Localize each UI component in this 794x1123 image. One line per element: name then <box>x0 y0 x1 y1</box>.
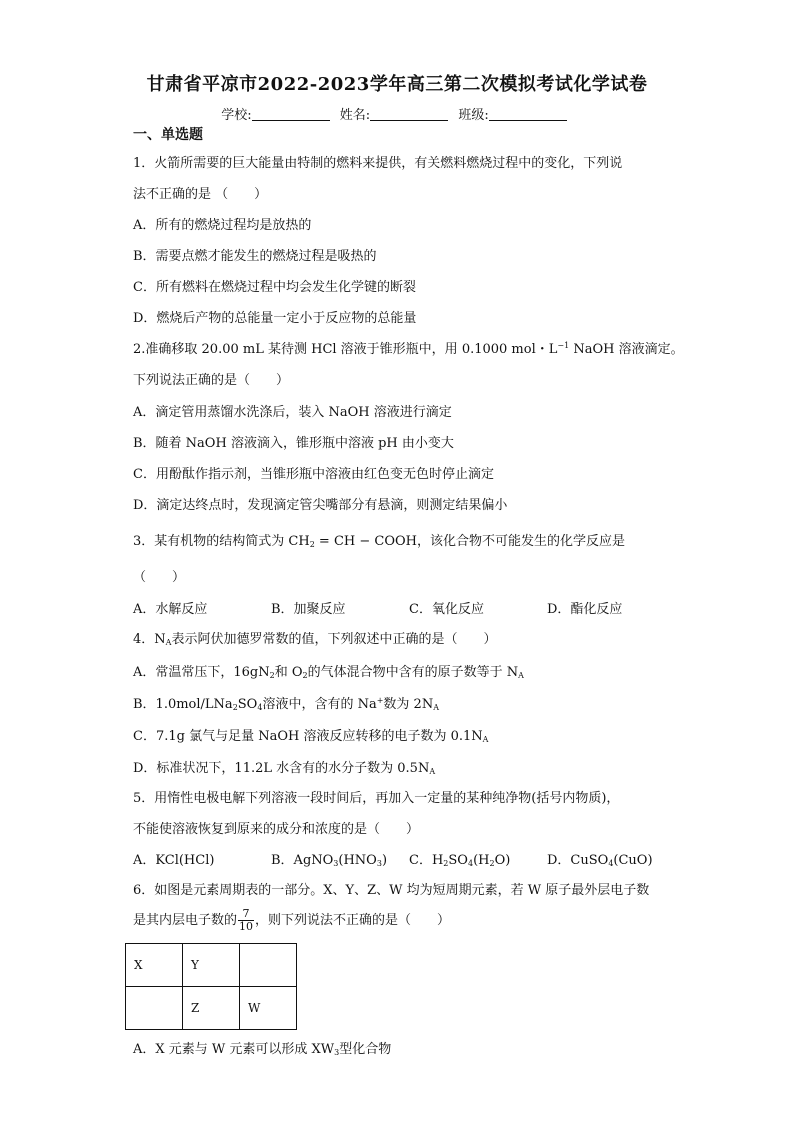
q5-option-b <box>271 849 409 868</box>
table-cell: W <box>240 987 297 1030</box>
q4-b-sup: + <box>376 696 384 705</box>
q5-d-sub: 4 <box>608 859 614 868</box>
q4-a-text: A．常温常压下，16gN <box>133 665 270 680</box>
q3-option-c: C．氧化反应 <box>409 602 484 617</box>
q6-fraction-denominator: 10 <box>239 920 254 933</box>
q4-b-text2: SO <box>237 697 258 712</box>
periodic-table-fragment <box>125 943 297 1030</box>
q5-b-text2: (HNO <box>338 853 377 868</box>
q4-a-sub3: A <box>518 671 524 680</box>
name-label: 姓名: <box>339 108 371 123</box>
q3-option-d: D．酯化反应 <box>547 602 623 617</box>
name-blank <box>370 108 448 121</box>
exam-title: 甘肃省平凉市2022-2023学年高三第二次模拟考试化学试卷 <box>146 74 648 95</box>
q4-b-text3: 溶液中，含有的 Na <box>262 697 377 712</box>
q3-stem-text-end: = CH − COOH，该化合物不可能发生的化学反应是 <box>314 534 625 549</box>
q5-options <box>133 849 693 868</box>
q4-stem-text-end: 表示阿伏加德罗常数的值，下列叙述中正确的是（ ） <box>171 632 497 647</box>
q6-stem-line1: 6．如图是元素周期表的一部分。X、Y、Z、W 均为短周期元素，若 W 原子最外层电子数 <box>133 883 650 898</box>
q5-b-sub2: 3 <box>376 859 382 868</box>
q3-options <box>133 598 693 617</box>
q4-a-sub1: 2 <box>269 671 275 680</box>
q4-c-sub: A <box>482 735 489 744</box>
q5-c-sub2: 4 <box>467 859 474 868</box>
q4-a-text2: 和 O <box>274 665 303 680</box>
q6-a-text: A．X 元素与 W 元素可以形成 XW <box>133 1042 335 1057</box>
q4-option-c <box>133 725 488 744</box>
table-cell: Z <box>183 987 240 1030</box>
q5-stem-line1: 5．用惰性电极电解下列溶液一段时间后，再加入一定量的某种纯净物(括号内物质)， <box>133 791 620 806</box>
q5-c-sub1: 2 <box>443 859 449 868</box>
table-cell: X <box>126 944 183 987</box>
q4-stem <box>133 628 496 647</box>
q2-unit-exponent: −1 <box>557 341 570 350</box>
q2-stem-text: 2.准确移取 20.00 mL 某待测 HCl 溶液于锥形瓶中，用 0.1000 mol・L <box>133 342 558 357</box>
table-cell <box>126 987 183 1030</box>
q4-b-text4: 数为 2N <box>383 697 434 712</box>
q4-b-sub2: 4 <box>257 703 263 712</box>
q3-stem-line2: （ ） <box>133 570 186 585</box>
q5-b-text3: ) <box>381 853 388 868</box>
q4-b-text: B．1.0mol/LNa <box>133 697 233 712</box>
q6-stem-text-end: ，则下列说法不正确的是（ ） <box>255 913 451 928</box>
q6-fraction-numerator: 7 <box>238 908 254 921</box>
q4-b-sub3: A <box>433 703 439 712</box>
q5-option-d <box>547 849 685 868</box>
q2-option-b: B．随着 NaOH 溶液滴入，锥形瓶中溶液 pH 由小变大 <box>133 436 454 451</box>
q2-stem-line2: 下列说法正确的是（ ） <box>133 373 290 388</box>
q5-c-text4: O) <box>494 853 511 868</box>
q3-option-b: B．加聚反应 <box>271 602 346 617</box>
q4-a-sub2: 2 <box>302 671 308 680</box>
table-cell: Y <box>183 944 240 987</box>
q5-option-c <box>409 849 547 868</box>
q5-c-sub3: 2 <box>489 859 495 868</box>
q1-option-c: C．所有燃料在燃烧过程中均会发生化学键的断裂 <box>133 280 416 295</box>
q1-option-b: B．需要点燃才能发生的燃烧过程是吸热的 <box>133 249 377 264</box>
q5-c-text: C．H <box>409 853 444 868</box>
q4-stem-text: 4．N <box>133 632 166 647</box>
q4-subscript: A <box>165 638 172 647</box>
q4-d-sub: A <box>429 767 436 776</box>
q6-option-a <box>133 1038 391 1057</box>
q2-stem-line1 <box>133 338 684 357</box>
q2-option-a: A．滴定管用蒸馏水洗涤后，装入 NaOH 溶液进行滴定 <box>133 405 452 420</box>
q4-c-text: C．7.1g 氯气与足量 NaOH 溶液反应转移的电子数为 0.1N <box>133 729 483 744</box>
q6-a-text2: 型化合物 <box>339 1042 392 1057</box>
q1-stem-line2: 法不正确的是 （ ） <box>133 187 268 202</box>
q5-d-text: D．CuSO <box>547 853 609 868</box>
q6-stem-line2 <box>133 908 450 933</box>
q6-stem-text: 是其内层电子数的 <box>133 913 238 928</box>
q2-stem-text-end: NaOH 溶液滴定。 <box>569 342 684 357</box>
table-cell <box>240 944 297 987</box>
table-row <box>126 987 297 1030</box>
q4-option-a <box>133 661 524 680</box>
q5-c-text3: (H <box>473 853 490 868</box>
q4-b-sub1: 2 <box>232 703 238 712</box>
section-title: 一、单选题 <box>133 127 203 143</box>
q4-a-text3: 的气体混合物中含有的原子数等于 N <box>307 665 519 680</box>
q2-option-c: C．用酚酞作指示剂，当锥形瓶中溶液由红色变无色时停止滴定 <box>133 467 494 482</box>
q5-option-a: A．KCl(HCl) <box>133 853 215 868</box>
q5-b-text: B．AgNO <box>271 853 334 868</box>
class-label: 班级: <box>458 108 489 123</box>
q1-stem-line1: 1．火箭所需要的巨大能量由特制的燃料来提供，有关燃料燃烧过程中的变化，下列说 <box>133 156 623 171</box>
q3-option-a: A．水解反应 <box>133 602 208 617</box>
school-label: 学校: <box>221 108 252 123</box>
q5-stem-line2: 不能使溶液恢复到原来的成分和浓度的是（ ） <box>133 822 420 837</box>
q2-option-d: D．滴定达终点时，发现滴定管尖嘴部分有悬滴，则测定结果偏小 <box>133 498 508 513</box>
school-blank <box>252 108 330 121</box>
table-row <box>126 944 297 987</box>
q4-option-d <box>133 757 435 776</box>
q3-stem-text: 3．某有机物的结构简式为 CH <box>133 534 310 549</box>
q5-b-sub1: 3 <box>333 859 339 868</box>
q4-d-text: D．标准状况下，11.2L 水含有的水分子数为 0.5N <box>133 761 430 776</box>
student-info-line <box>0 104 794 123</box>
q4-option-b <box>133 693 439 712</box>
q1-option-d: D．燃烧后产物的总能量一定小于反应物的总能量 <box>133 311 417 326</box>
q6-fraction <box>238 908 254 933</box>
q5-d-text2: (CuO) <box>613 853 653 868</box>
class-blank <box>489 108 567 121</box>
q3-subscript: 2 <box>309 540 315 549</box>
q5-c-text2: SO <box>448 853 468 868</box>
q6-a-sub: 3 <box>334 1048 340 1057</box>
q1-option-a: A．所有的燃烧过程均是放热的 <box>133 218 312 233</box>
q3-stem-line1 <box>133 530 625 549</box>
